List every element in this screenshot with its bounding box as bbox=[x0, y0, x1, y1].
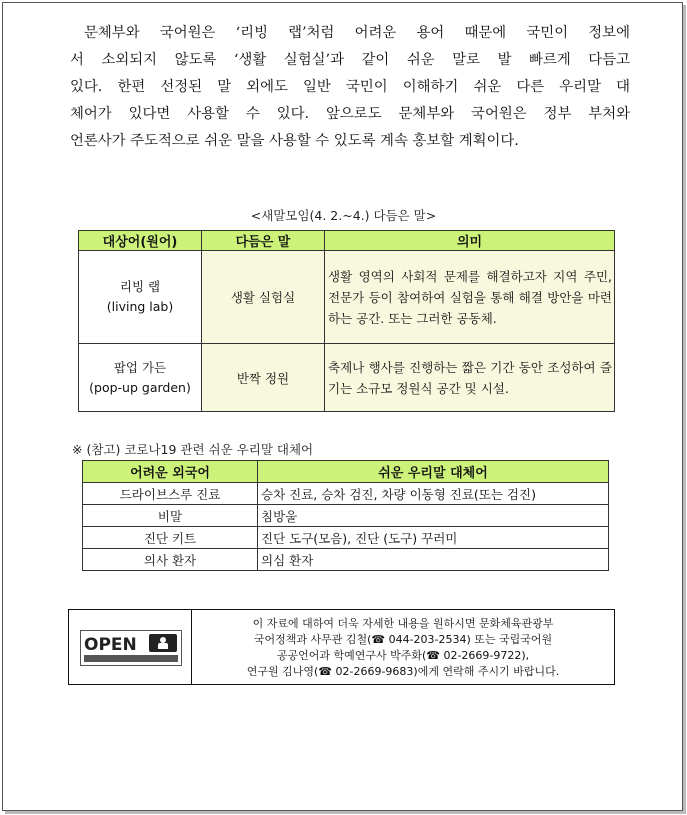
paragraph-line: 체어가 있다면 사용할 수 있다. 앞으로도 문체부와 국어원은 정부 부처와 bbox=[70, 106, 630, 122]
korean-term: 승차 진료, 승차 검진, 차량 이동형 진료(또는 검진) bbox=[258, 483, 609, 505]
open-license-logo bbox=[80, 630, 182, 666]
foreign-term: 드라이브스루 진료 bbox=[83, 483, 258, 505]
covid-words-table bbox=[82, 460, 609, 571]
contact-line: 공공언어과 학예연구사 박주화(☎ 02-2669-9722), bbox=[276, 649, 530, 662]
table-row bbox=[79, 251, 615, 344]
korean-term: 진단 도구(모음), 진단 (도구) 꾸러미 bbox=[258, 527, 609, 549]
new-words-table bbox=[78, 230, 615, 412]
contact-line: 국어정책과 사무관 김철(☎ 044-203-2534) 또는 국립국어원 bbox=[253, 633, 553, 646]
term-original: (pop-up garden) bbox=[89, 379, 191, 395]
term-cell bbox=[79, 344, 202, 412]
header-meaning: 의미 bbox=[325, 231, 615, 251]
header-foreign: 어려운 외국어 bbox=[83, 461, 258, 483]
term-cell bbox=[79, 251, 202, 344]
korean-term: 의심 환자 bbox=[258, 549, 609, 571]
contact-box bbox=[68, 609, 615, 685]
header-korean: 쉬운 우리말 대체어 bbox=[258, 461, 609, 483]
table-header-row bbox=[83, 461, 609, 483]
foreign-term: 진단 키트 bbox=[83, 527, 258, 549]
paragraph-line: 문체부와 국어원은 ‘리빙 랩’처럼 어려운 용어 때문에 국민이 정보에 bbox=[84, 25, 630, 41]
table1-caption: <새말모임(4. 2.~4.) 다듬은 말> bbox=[250, 208, 437, 223]
contact-text bbox=[191, 616, 615, 680]
license-strip bbox=[84, 655, 178, 662]
foreign-term: 의사 환자 bbox=[83, 549, 258, 571]
paragraph-line: 서 소외되지 않도록 ‘생활 실험실’과 같이 쉬운 말로 발 빠르게 다듬고 bbox=[70, 52, 630, 68]
refined-word-cell: 반짝 정원 bbox=[202, 344, 325, 412]
table-row bbox=[79, 344, 615, 412]
open-logo-text: OPEN bbox=[84, 635, 137, 655]
meaning-cell: 생활 영역의 사회적 문제를 해결하고자 지역 주민, 전문가 등이 참여하여 실험을 통해 해결 방안을 마련하는 공간. 또는 그러한 공동체. bbox=[325, 251, 615, 344]
table-row bbox=[83, 549, 609, 571]
contact-line: 이 자료에 대하여 더욱 자세한 내용을 원하시면 문화체육관광부 bbox=[252, 617, 554, 630]
contact-line: 연구원 김나영(☎ 02-2669-9683)에게 연락해 주시기 바랍니다. bbox=[246, 665, 560, 678]
table-row bbox=[83, 527, 609, 549]
paragraph-line: 있다. 한편 선정된 말 외에도 일반 국민이 이해하기 쉬운 다른 우리말 대 bbox=[70, 79, 630, 95]
table-header-row bbox=[79, 231, 615, 251]
meaning-cell: 축제나 행사를 진행하는 짧은 기간 동안 조성하여 즐기는 소규모 정원식 공간 및 시설. bbox=[325, 344, 615, 412]
term-original: (living lab) bbox=[106, 299, 174, 314]
term-korean: 팝업 가든 bbox=[113, 359, 167, 375]
term-korean: 리빙 랩 bbox=[119, 279, 161, 294]
paragraph-line: 언론사가 주도적으로 쉬운 말을 사용할 수 있도록 계속 홍보할 계획이다. bbox=[70, 133, 519, 149]
body-paragraph bbox=[70, 20, 630, 155]
korean-term: 침방울 bbox=[258, 505, 609, 527]
table-row bbox=[83, 505, 609, 527]
table-row bbox=[83, 483, 609, 505]
refined-word-cell: 생활 실험실 bbox=[202, 251, 325, 344]
reference-note: ※ (참고) 코로나19 관련 쉬운 우리말 대체어 bbox=[72, 442, 314, 457]
logo-cell bbox=[69, 610, 192, 684]
attribution-icon bbox=[149, 634, 177, 652]
foreign-term: 비말 bbox=[83, 505, 258, 527]
header-term: 대상어(원어) bbox=[79, 231, 202, 251]
header-refined-word: 다듬은 말 bbox=[202, 231, 325, 251]
